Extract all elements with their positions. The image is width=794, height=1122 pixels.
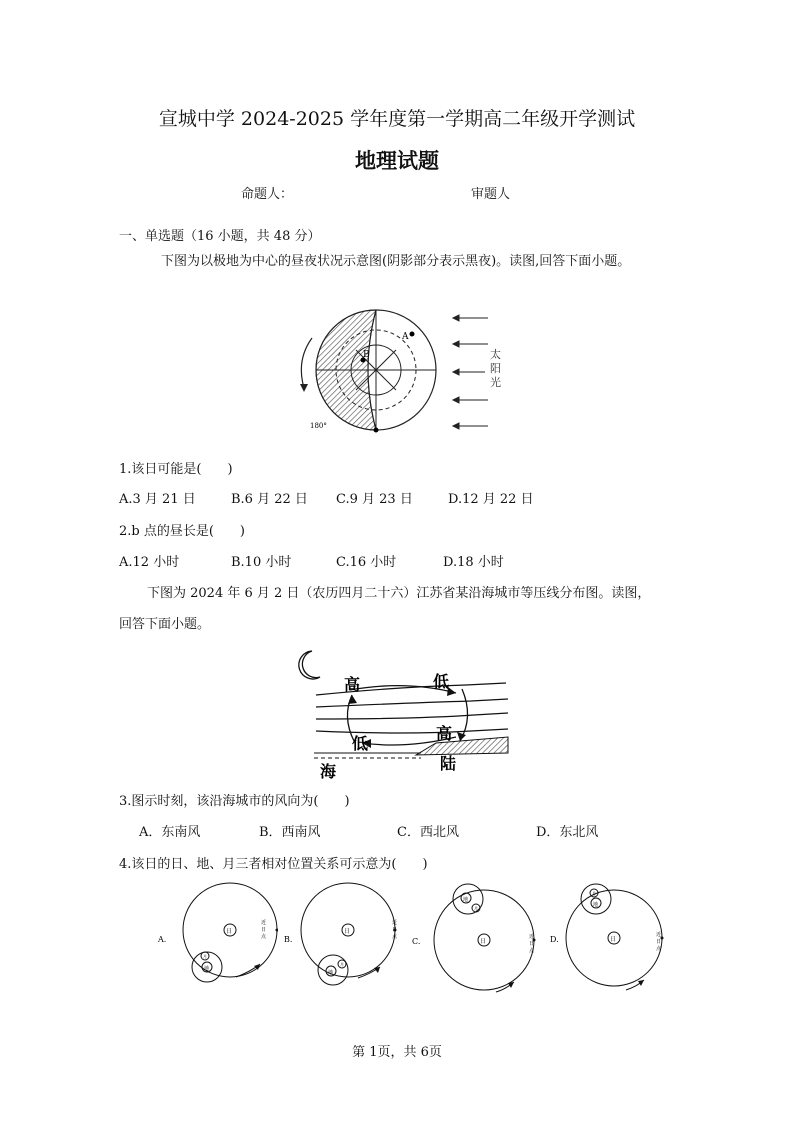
- setter-label: 命题人：: [241, 187, 294, 202]
- exam-title: 宣城中学 2024-2025 学年度第一学期高二年级开学测试: [158, 108, 636, 130]
- question-3-stem: 3.图示时刻，该沿海城市的风向为( ): [119, 794, 350, 809]
- svg-text:地: 地: [328, 970, 334, 976]
- question-2-option-d[interactable]: D.18 小时: [443, 555, 504, 570]
- svg-text:地: 地: [593, 902, 599, 908]
- svg-text:点: 点: [529, 948, 535, 954]
- sunlight-arrows: [453, 315, 488, 429]
- svg-text:点: 点: [261, 934, 267, 940]
- sunlight-label-1: 太: [490, 348, 501, 361]
- svg-text:近: 近: [656, 932, 662, 938]
- svg-text:日: 日: [480, 938, 487, 945]
- question-2-option-b[interactable]: B.10 小时: [231, 555, 292, 570]
- meridian-180-label: 180°: [310, 422, 327, 430]
- sea-label: 海: [320, 762, 337, 780]
- question-2-stem: 2.b 点的昼长是( ): [119, 524, 246, 539]
- high-pressure-label-top: 高: [344, 675, 361, 694]
- page-number: 第 1页，共 6页: [352, 1045, 442, 1060]
- option-a-orbit-diagram[interactable]: [150, 880, 278, 995]
- svg-text:日: 日: [610, 936, 617, 943]
- question-3-option-b[interactable]: B．西南风: [259, 825, 321, 840]
- intro-paragraph-2-line-2: 回答下面小题。: [119, 617, 211, 632]
- question-1-stem: 1.该日可能是( ): [119, 462, 233, 477]
- point-a-label: A: [402, 332, 409, 342]
- svg-text:月: 月: [203, 954, 207, 959]
- land-surface: [416, 737, 508, 755]
- svg-text:D.: D.: [550, 935, 559, 944]
- isobar-diagram: [296, 645, 526, 780]
- question-4-stem: 4.该日的日、地、月三者相对位置关系可示意为( ): [119, 857, 428, 872]
- svg-text:地: 地: [463, 897, 469, 903]
- rotation-arrow: [301, 338, 312, 388]
- svg-text:月: 月: [592, 891, 596, 896]
- question-1-option-b[interactable]: B.6 月 22 日: [231, 492, 308, 507]
- question-3-option-a[interactable]: A．东南风: [139, 825, 201, 840]
- svg-text:C.: C.: [412, 937, 421, 946]
- question-3-option-d[interactable]: D．东北风: [536, 825, 599, 840]
- svg-text:点: 点: [656, 946, 662, 952]
- svg-text:地: 地: [204, 966, 210, 972]
- question-1-option-c[interactable]: C.9 月 23 日: [336, 492, 413, 507]
- question-1-option-d[interactable]: D.12 月 22 日: [448, 492, 534, 507]
- sunlight-label-3: 光: [490, 376, 501, 389]
- question-2-option-a[interactable]: A.12 小时: [119, 555, 180, 570]
- option-d-orbit-diagram[interactable]: [540, 880, 670, 998]
- crescent-moon: [299, 651, 320, 679]
- option-b-orbit-diagram[interactable]: [278, 880, 406, 995]
- low-pressure-label-top: 低: [433, 672, 450, 691]
- intro-paragraph-2-line-1: 下图为 2024 年 6 月 2 日（农历四月二十六）江苏省某沿海城市等压线分布图。读图，: [147, 586, 651, 601]
- svg-text:近: 近: [529, 934, 535, 940]
- svg-text:B.: B.: [284, 935, 293, 944]
- point-b-label: B: [363, 350, 370, 360]
- reviewer-label: 审题人: [471, 187, 511, 202]
- svg-text:日: 日: [261, 927, 267, 933]
- svg-text:近: 近: [392, 920, 398, 926]
- svg-text:近: 近: [261, 920, 267, 926]
- question-1-option-a[interactable]: A.3 月 21 日: [119, 492, 196, 507]
- question-2-option-c[interactable]: C.16 小时: [336, 555, 397, 570]
- subject-title: 地理试题: [355, 149, 439, 173]
- sunlight-label-2: 阳: [490, 362, 501, 375]
- sea-surface-lines: [314, 753, 421, 758]
- svg-text:月: 月: [340, 962, 344, 967]
- land-label: 陆: [440, 754, 457, 773]
- svg-text:日: 日: [529, 941, 535, 947]
- intro-paragraph-1: 下图为以极地为中心的昼夜状况示意图(阴影部分表示黑夜)。读图,回答下面小题。: [161, 254, 631, 269]
- point-a-marker: [410, 332, 415, 337]
- section-heading: 一、单选题（16 小题，共 48 分）: [119, 229, 321, 244]
- svg-text:日: 日: [344, 928, 351, 935]
- low-pressure-label-bottom: 低: [352, 734, 369, 753]
- polar-daynight-diagram: [290, 300, 520, 445]
- high-pressure-label-bottom: 高: [436, 724, 453, 743]
- svg-text:月: 月: [474, 906, 478, 911]
- svg-text:日: 日: [656, 939, 662, 945]
- question-3-option-c[interactable]: C．西北风: [397, 825, 459, 840]
- svg-text:点: 点: [392, 934, 398, 940]
- svg-text:A.: A.: [158, 935, 167, 944]
- svg-text:日: 日: [226, 928, 233, 935]
- option-c-orbit-diagram[interactable]: [410, 880, 542, 998]
- svg-text:日: 日: [392, 927, 398, 933]
